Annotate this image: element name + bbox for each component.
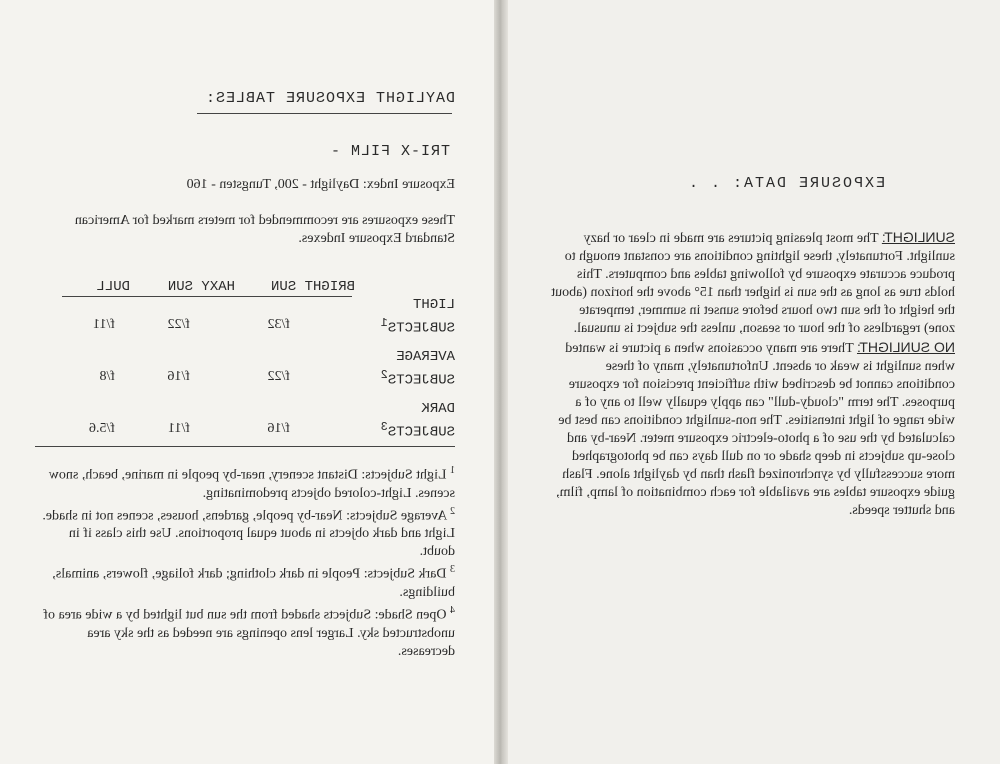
footnote: $^4$ Open Shade: Subjects shaded from the sun but lighted by a wide area of unobstructed sky. Larger lens openings are needed as the sky area decreases.: [43, 604, 455, 659]
table-cell: f/11: [92, 317, 115, 332]
exposure-data-title: EXPOSURE DATA: . .: [686, 175, 885, 192]
row-label: LIGHT SUBJECTS$^1$: [380, 297, 455, 337]
no-sunlight-heading: NO SUNLIGHT:: [856, 339, 955, 355]
daylight-tables-title: DAYLIGHT EXPOSURE TABLES:: [204, 90, 455, 107]
table-cell: f/11: [167, 421, 190, 436]
table-cell: f/8: [99, 369, 115, 384]
footnotes: [35, 462, 455, 661]
table-row: [55, 348, 455, 388]
header-bright-sun: BRIGHT SUN: [270, 279, 355, 295]
title-underline: [197, 113, 452, 114]
table-cell: f/22: [267, 369, 290, 384]
sunlight-paragraph: SUNLIGHT: The most pleasing pictures are made in clear or hazy sunlight. Fortunately, these lighting conditions are constant enough to produce accurate exposure by following tables and computers. This holds true as long as the sun is higher than 15° above the horizon (about the height of the sun two hours before sunset in summer, temperate zone) regardless of the hour or season, unless the subject is unusual.: [551, 229, 955, 336]
sunlight-heading: SUNLIGHT:: [881, 229, 955, 245]
table-bottom-rule: [35, 446, 455, 447]
row-label: AVERAGE SUBJECTS$^2$: [380, 349, 455, 389]
table-cell: f/32: [267, 317, 290, 332]
intro-text: These exposures are recommended for meters marked for American Standard Exposure Indexes.: [74, 213, 455, 246]
table-cell: f/22: [167, 317, 190, 332]
no-sunlight-paragraph: NO SUNLIGHT: There are many occasions when a picture is wanted when sunlight is weak or absent. Unfortunately, many of these conditions cannot be described with sufficient precision for exposure purposes. The term "cloudy-dull" can apply equally well to any of a wide range of light intensities. The non-sunlight conditions can best be calculated by the use of a photo-electric exposure meter. Near-by and close-up subjects in deep shade or on dull days can be photographed more successfully by synchronized flash than by daylight alone. Flash guide exposure tables are available for each combination of lamp, film, and shutter speeds.: [556, 339, 955, 518]
table-cell: f/16: [267, 421, 290, 436]
table-row: [55, 296, 455, 336]
table-cell: f/16: [167, 369, 190, 384]
book-gutter: [494, 0, 508, 764]
table-row: [55, 400, 455, 440]
exposure-data-body: [545, 228, 955, 520]
film-title: TRI-X FILM -: [329, 143, 450, 160]
footnote: $^2$ Average Subjects: Near-by people, gardens, houses, scenes not in shade. Light and dark objects in about equal proportions. Use this class if in doubt.: [42, 505, 455, 560]
footnote: $^1$ Light Subjects: Distant scenery, near-by people in marine, beach, snow scenes. Light-colored objects predominating.: [48, 465, 455, 501]
header-dull: DULL: [96, 279, 130, 295]
header-hazy-sun: HAXY SUN: [167, 279, 235, 295]
footnote: $^3$ Dark Subjects: People in dark clothing; dark foliage, flowers, animals, buildings.: [52, 564, 455, 600]
row-label: DARK SUBJECTS$^3$: [380, 401, 455, 441]
table-cell: f/5.6: [88, 421, 115, 436]
exposure-index: Exposure Index: Daylight - 200, Tungsten - 160: [186, 177, 455, 192]
